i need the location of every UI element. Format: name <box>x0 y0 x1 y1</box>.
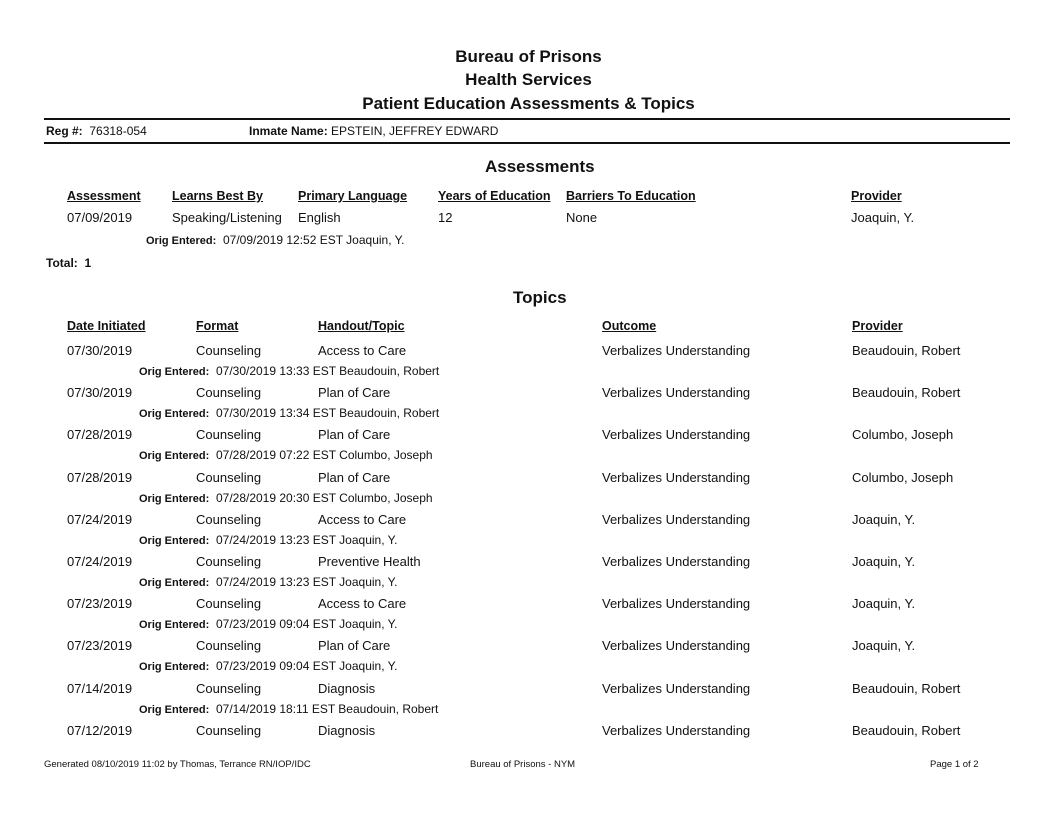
topic-date: 07/24/2019 <box>67 554 133 569</box>
topic-outcome: Verbalizes Understanding <box>602 470 751 485</box>
topic-outcome: Verbalizes Understanding <box>602 385 751 400</box>
assessment-years: 12 <box>438 210 453 225</box>
col-header-handout-topic: Handout/Topic <box>318 319 405 333</box>
topic-orig-entered <box>139 364 439 378</box>
col-header-format: Format <box>196 319 239 333</box>
orig-entered-value: 07/28/2019 07:22 EST Columbo, Joseph <box>215 448 433 462</box>
topic-format: Counseling <box>196 723 262 738</box>
topic-handout: Plan of Care <box>318 385 391 400</box>
topic-format: Counseling <box>196 681 262 696</box>
topic-handout: Diagnosis <box>318 681 376 696</box>
col-header-assessment: Assessment <box>67 189 141 203</box>
topic-orig-entered <box>139 575 397 589</box>
topic-date: 07/14/2019 <box>67 681 133 696</box>
total-label: Total: <box>46 256 78 270</box>
assessment-date: 07/09/2019 <box>67 210 133 225</box>
report-title-line-1: Bureau of Prisons <box>455 47 602 66</box>
topic-outcome: Verbalizes Understanding <box>602 638 751 653</box>
topic-provider: Beaudouin, Robert <box>852 723 961 738</box>
topic-handout: Plan of Care <box>318 470 391 485</box>
header-rule-bottom <box>44 142 1010 144</box>
inmate-name-label: Inmate Name: <box>249 124 328 138</box>
topic-orig-entered <box>139 659 397 673</box>
assessment-barriers: None <box>566 210 598 225</box>
orig-entered-label: Orig Entered: <box>139 408 210 420</box>
topic-format: Counseling <box>196 638 262 653</box>
reg-number <box>46 124 147 138</box>
topic-provider: Beaudouin, Robert <box>852 681 961 696</box>
topic-handout: Access to Care <box>318 343 407 358</box>
footer-page-number: Page 1 of 2 <box>930 759 979 770</box>
orig-entered-label: Orig Entered: <box>139 450 210 462</box>
orig-entered-label: Orig Entered: <box>139 577 210 589</box>
topic-outcome: Verbalizes Understanding <box>602 427 751 442</box>
topic-handout: Preventive Health <box>318 554 421 569</box>
topic-handout: Access to Care <box>318 512 407 527</box>
col-header-barriers: Barriers To Education <box>566 189 696 203</box>
assessment-total <box>46 256 91 270</box>
assessment-learns: Speaking/Listening <box>172 210 282 225</box>
orig-entered-value: 07/24/2019 13:23 EST Joaquin, Y. <box>215 575 398 589</box>
orig-entered-label: Orig Entered: <box>139 661 210 673</box>
topic-format: Counseling <box>196 596 262 611</box>
topic-provider: Columbo, Joseph <box>852 427 954 442</box>
topics-title: Topics <box>513 288 567 307</box>
assessment-language: English <box>298 210 341 225</box>
footer-facility: Bureau of Prisons - NYM <box>470 759 576 770</box>
topic-outcome: Verbalizes Understanding <box>602 723 751 738</box>
topic-handout: Access to Care <box>318 596 407 611</box>
topic-provider: Columbo, Joseph <box>852 470 954 485</box>
topic-handout: Diagnosis <box>318 723 376 738</box>
topic-format: Counseling <box>196 343 262 358</box>
topic-date: 07/30/2019 <box>67 385 133 400</box>
orig-entered-value: 07/23/2019 09:04 EST Joaquin, Y. <box>215 659 398 673</box>
topic-orig-entered <box>139 406 439 420</box>
orig-entered-value: 07/30/2019 13:33 EST Beaudouin, Robert <box>215 364 440 378</box>
topic-provider: Joaquin, Y. <box>852 596 916 611</box>
topic-format: Counseling <box>196 470 262 485</box>
orig-entered-label: Orig Entered: <box>139 493 210 505</box>
topic-format: Counseling <box>196 554 262 569</box>
col-header-date-initiated: Date Initiated <box>67 319 146 333</box>
topic-date: 07/24/2019 <box>67 512 133 527</box>
reg-label: Reg #: <box>46 124 83 138</box>
topic-date: 07/12/2019 <box>67 723 133 738</box>
topic-provider: Joaquin, Y. <box>852 512 916 527</box>
col-header-primary-language: Primary Language <box>298 189 408 203</box>
header-rule-top <box>44 118 1010 120</box>
topic-provider: Joaquin, Y. <box>852 554 916 569</box>
assessment-orig-entered <box>146 233 404 247</box>
topic-format: Counseling <box>196 427 262 442</box>
orig-entered-value: 07/23/2019 09:04 EST Joaquin, Y. <box>215 617 398 631</box>
topic-outcome: Verbalizes Understanding <box>602 512 751 527</box>
topic-outcome: Verbalizes Understanding <box>602 681 751 696</box>
inmate-name-value: EPSTEIN, JEFFREY EDWARD <box>331 124 499 138</box>
topic-date: 07/28/2019 <box>67 470 133 485</box>
footer-generated: Generated 08/10/2019 11:02 by Thomas, Terrance RN/IOP/IDC <box>44 759 311 770</box>
col-header-topic-provider: Provider <box>852 319 903 333</box>
orig-entered-value: 07/28/2019 20:30 EST Columbo, Joseph <box>215 491 433 505</box>
topic-date: 07/28/2019 <box>67 427 133 442</box>
total-value: 1 <box>84 256 92 270</box>
topic-date: 07/30/2019 <box>67 343 133 358</box>
topic-date: 07/23/2019 <box>67 638 133 653</box>
topic-outcome: Verbalizes Understanding <box>602 343 751 358</box>
orig-entered-label: Orig Entered: <box>139 619 210 631</box>
topic-orig-entered <box>139 533 397 547</box>
topic-format: Counseling <box>196 385 262 400</box>
topic-date: 07/23/2019 <box>67 596 133 611</box>
col-header-learns-best-by: Learns Best By <box>172 189 264 203</box>
topic-provider: Joaquin, Y. <box>852 638 916 653</box>
orig-entered-value: 07/30/2019 13:34 EST Beaudouin, Robert <box>215 406 440 420</box>
report-title-line-3: Patient Education Assessments & Topics <box>362 94 695 113</box>
orig-entered-label: Orig Entered: <box>139 704 210 716</box>
orig-entered-value: 07/09/2019 12:52 EST Joaquin, Y. <box>222 233 405 247</box>
topic-outcome: Verbalizes Understanding <box>602 554 751 569</box>
topic-provider: Beaudouin, Robert <box>852 385 961 400</box>
orig-entered-label: Orig Entered: <box>139 366 210 378</box>
col-header-outcome: Outcome <box>602 319 657 333</box>
topic-handout: Plan of Care <box>318 638 391 653</box>
topic-provider: Beaudouin, Robert <box>852 343 961 358</box>
topic-orig-entered <box>139 617 397 631</box>
col-header-years-of-education: Years of Education <box>438 189 551 203</box>
topic-format: Counseling <box>196 512 262 527</box>
topic-outcome: Verbalizes Understanding <box>602 596 751 611</box>
report-title-line-2: Health Services <box>465 70 592 89</box>
inmate-name <box>249 124 498 138</box>
topic-orig-entered <box>139 702 438 716</box>
col-header-assessment-provider: Provider <box>851 189 902 203</box>
reg-value: 76318-054 <box>89 124 147 138</box>
assessment-provider: Joaquin, Y. <box>851 210 915 225</box>
topic-orig-entered <box>139 448 433 462</box>
orig-entered-value: 07/24/2019 13:23 EST Joaquin, Y. <box>215 533 398 547</box>
topic-handout: Plan of Care <box>318 427 391 442</box>
orig-entered-value: 07/14/2019 18:11 EST Beaudouin, Robert <box>215 702 439 716</box>
assessments-title: Assessments <box>485 157 595 176</box>
orig-entered-label: Orig Entered: <box>146 235 217 247</box>
orig-entered-label: Orig Entered: <box>139 535 210 547</box>
topic-orig-entered <box>139 491 433 505</box>
